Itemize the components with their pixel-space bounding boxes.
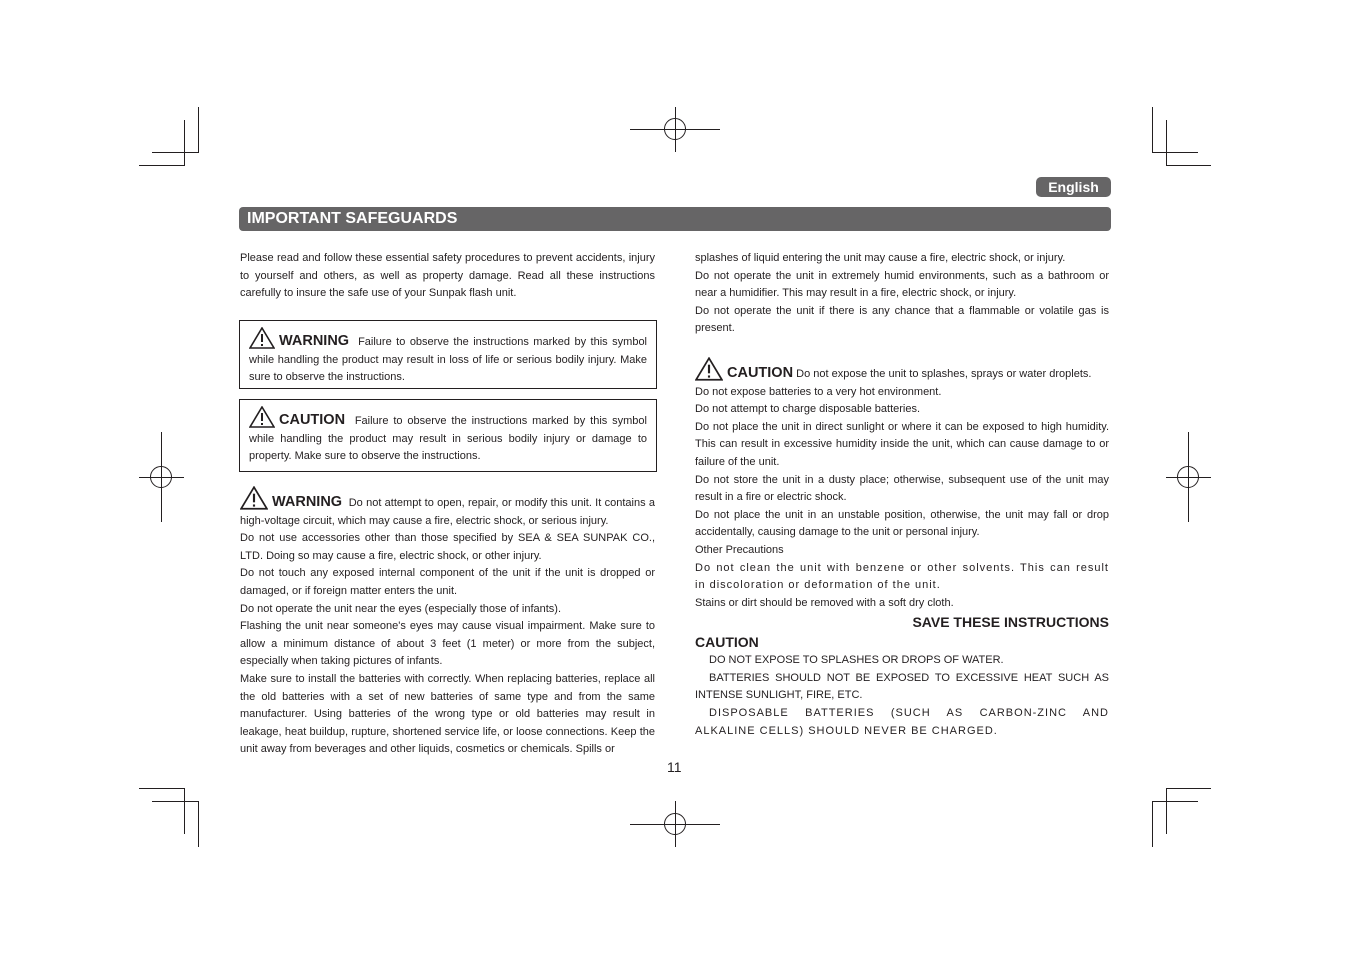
- caution-section-head: [695, 357, 1109, 384]
- caution-line: DISPOSABLE BATTERIES (SUCH AS CARBON-ZINC AND ALKALINE CELLS) SHOULD NEVER BE CHARGED.: [695, 707, 1109, 737]
- paragraph: Do not operate the unit if there is any chance that a flammable or volatile gas is present.: [695, 304, 1109, 335]
- page-number: 11: [667, 759, 682, 775]
- warning-triangle-icon: [240, 486, 268, 510]
- caution-symbol-box: [239, 399, 657, 472]
- paragraph: Do not operate the unit in extremely humid environments, such as a bathroom or near a humidifier. This may result in a fire, electric shock, or injury.: [695, 269, 1109, 300]
- paragraph: Flashing the unit near someone's eyes may cause visual impairment. Make sure to allow a minimum distance of about 3 feet (1 meter) or more from the subject, especially when taking pictures of infants.: [240, 620, 655, 668]
- caution-lead: Do not expose the unit to splashes, sprays or water droplets.: [796, 367, 1092, 380]
- caution-label: CAUTION: [279, 412, 346, 428]
- intro-paragraph: Please read and follow these essential safety procedures to prevent accidents, injury to yourself and others, as well as property damage. Read all these instructions carefully to insure the safe use of your Sunpak flash unit.: [240, 252, 655, 300]
- caution-line: BATTERIES SHOULD NOT BE EXPOSED TO EXCESSIVE HEAT SUCH AS INTENSE SUNLIGHT, FIRE, ETC.: [695, 671, 1109, 702]
- paragraph: Do not expose batteries to a very hot environment.: [695, 385, 942, 398]
- subheading: Other Precautions: [695, 543, 784, 556]
- save-instructions: SAVE THESE INSTRUCTIONS: [912, 614, 1109, 631]
- page-title: IMPORTANT SAFEGUARDS: [247, 210, 458, 227]
- paragraph: Stains or dirt should be removed with a soft dry cloth.: [695, 596, 954, 609]
- warning-box-text: Failure to observe the instructions marked by this symbol while handling the product may result in loss of life or serious bodily injury. Make sure to observe the instructions.: [249, 336, 647, 384]
- paragraph: Do not use accessories other than those specified by SEA & SEA SUNPAK CO., LTD. Doing so may cause a fire, electric shock, or other injury.: [240, 532, 655, 562]
- paragraph: Do not touch any exposed internal component of the unit if the unit is dropped or damaged, or if foreign matter enters the unit.: [240, 567, 655, 597]
- paragraph: splashes of liquid entering the unit may cause a fire, electric shock, or injury.: [695, 252, 1066, 264]
- section-title-bar: [239, 207, 1111, 231]
- paragraph: Do not operate the unit near the eyes (especially those of infants).: [240, 602, 562, 615]
- caution-line: DO NOT EXPOSE TO SPLASHES OR DROPS OF WATER.: [709, 654, 1004, 667]
- language-tab: English: [1036, 177, 1111, 197]
- warning-triangle-icon: [695, 357, 723, 381]
- warning-lead: Do not attempt to open, repair, or modify this unit. It contains a high-voltage circuit, which may cause a fire, electric shock, or serious injury.: [240, 497, 655, 527]
- paragraph: Do not store the unit in a dusty place; otherwise, subsequent use of the unit may result in a fire or electric shock.: [695, 473, 1109, 504]
- caution-block-title: CAUTION: [695, 634, 759, 651]
- paragraph: Do not place the unit in an unstable position, otherwise, the unit may fall or drop accidentally, causing damage to the unit or personal injury.: [695, 508, 1109, 539]
- paragraph: Do not clean the unit with benzene or other solvents. This can result in discoloration or deformation of the unit.: [695, 561, 1109, 592]
- paragraph: Do not place the unit in direct sunlight or where it can be exposed to high humidity. This can result in excessive humidity inside the unit, which can cause damage to or failure of the unit.: [695, 420, 1109, 468]
- paragraph: Do not attempt to charge disposable batteries.: [695, 403, 921, 416]
- warning-symbol-box: [239, 320, 657, 389]
- paragraph: Make sure to install the batteries with correctly. When replacing batteries, replace all the old batteries with a set of new batteries of same type and from the same manufacturer. Using batteries of the wrong type or old batteries may result in leakage, heat buildup, rupture, shortened service life, or loose connections. Keep the unit away from beverages and other liquids, cosmetics or chemicals. Spills or: [240, 672, 655, 756]
- warning-section-label: WARNING: [272, 494, 343, 510]
- warning-triangle-icon: [249, 406, 275, 428]
- right-column: [695, 250, 1109, 740]
- caution-section-label: CAUTION: [727, 364, 794, 381]
- warning-label: WARNING: [279, 333, 350, 349]
- warning-triangle-icon: [249, 327, 275, 349]
- warning-section: [240, 486, 655, 759]
- caution-box-text: Failure to observe the instructions marked by this symbol while handling the product may result in serious bodily injury or damage to property. Make sure to observe the instructions.: [249, 415, 647, 463]
